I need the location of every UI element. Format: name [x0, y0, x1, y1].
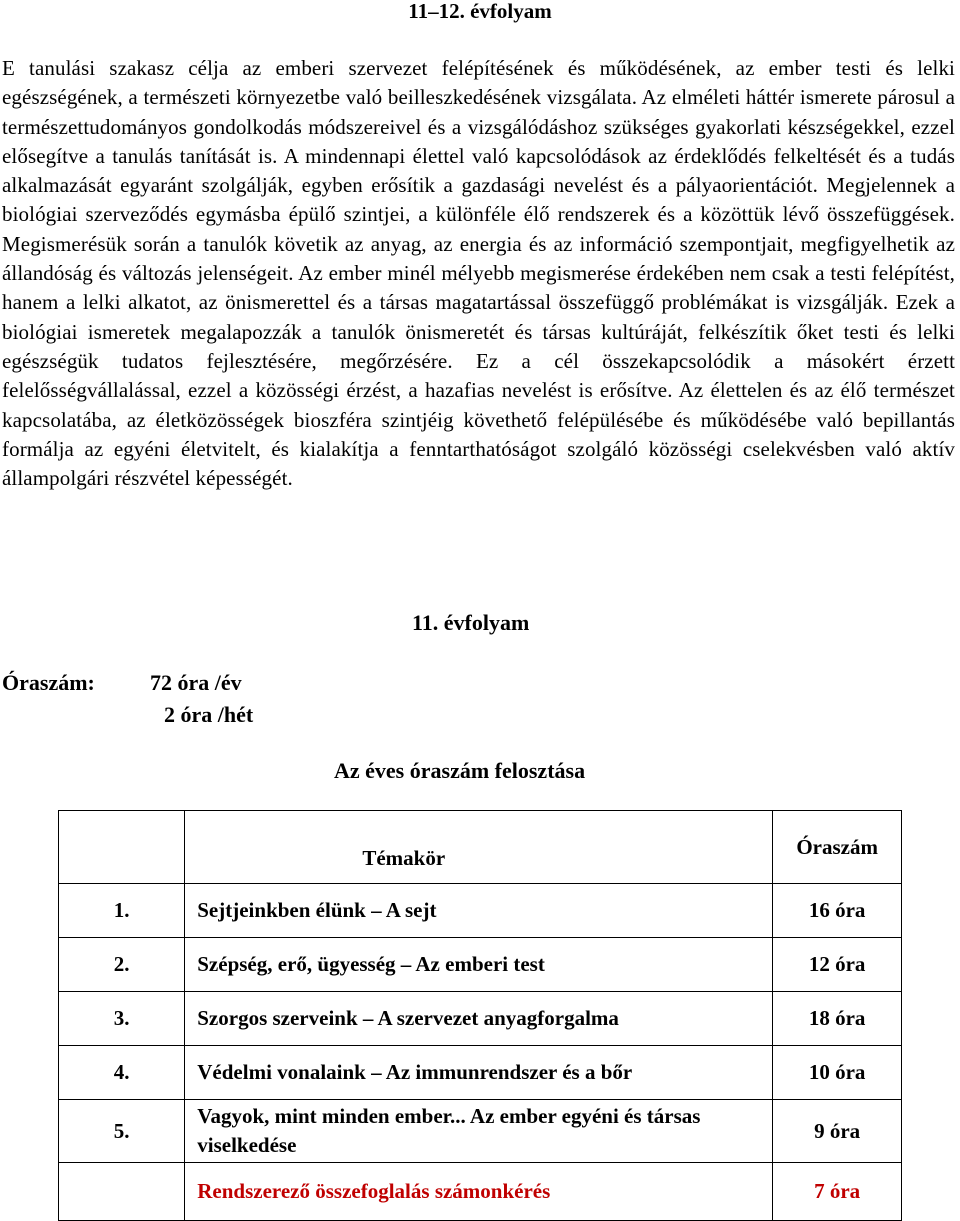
table-caption: Az éves óraszám felosztása — [334, 758, 586, 783]
row-number: 5. — [59, 1100, 185, 1163]
hours-per-week: 2 óra /hét — [164, 702, 254, 727]
row-topic: Szépség, erő, ügyesség – Az emberi test — [185, 938, 773, 992]
header-topic: Témakör — [362, 845, 446, 870]
table-row — [59, 992, 902, 1046]
row-hours: 18 óra — [773, 992, 902, 1046]
header-topic-cell — [185, 811, 773, 884]
table-row — [59, 938, 902, 992]
intro-paragraph: E tanulási szakasz célja az emberi szervezet felépítésének és működésének, az ember testi és lelki egészségének, a természeti környezetbe való beilleszkedésének vizsgálata. Az elméleti háttér ismerete párosul a természettudományos gondolkodás módszereivel és a vizsgálódáshoz szükséges gyakorlati készségekkel, ezzel elősegítve a tanulás tanítását is. A mindennapi élettel való kapcsolódások az érdeklődés felkeltését és a tudás alkalmazását egyaránt szolgálják, egyben erősítik a gazdasági nevelést és a pályaorientációt. Megjelennek a biológiai szerveződés egymásba épülő szintjei, a különféle élő rendszerek és a közöttük lévő összefüggések. Megismerésük során a tanulók követik az anyag, az energia és az információ szempontjait, megfigyelhetik az állandóság és változás jelenségeit. Az ember minél mélyebb megismerése érdekében nem csak a testi felépítést, hanem a lelki alkatot, az önismerettel és a társas magatartással összefüggő problémákat is vizsgálják. Ezek a biológiai ismeretek megalapozzák a tanulók önismeretét és társas kultúráját, felkészítik őket testi és lelki egészségük tudatos fejlesztésére, megőrzésére. Ez a cél összekapcsolódik a másokért érzett felelősségvállalással, ezzel a közösségi érzést, a hazafias nevelést is erősítve. Az élettelen és az élő természet kapcsolatába, az életközösségek bioszféra szintjéig követhető felépülésébe és működésébe való bepillantás formálja az egyéni életvitelt, és kialakítja a fenntarthatóságot szolgáló közösségi cselekvésben való aktív állampolgári részvétel képességét. — [2, 56, 955, 491]
row-number: 4. — [59, 1046, 185, 1100]
table-row — [59, 884, 902, 938]
summary-hours: 7 óra — [773, 1163, 902, 1221]
summary-row — [59, 1163, 902, 1221]
table-row — [59, 1100, 902, 1163]
row-topic: Vagyok, mint minden ember... Az ember egyéni és társas viselkedése — [185, 1100, 773, 1163]
row-hours: 12 óra — [773, 938, 902, 992]
table-header-row — [59, 811, 902, 884]
summary-topic: Rendszerező összefoglalás számonkérés — [185, 1163, 773, 1221]
hours-label: Óraszám: — [2, 670, 95, 695]
row-topic: Védelmi vonalaink – Az immunrendszer és a bőr — [185, 1046, 773, 1100]
row-topic: Szorgos szerveink – A szervezet anyagforgalma — [185, 992, 773, 1046]
hours-distribution-table — [58, 810, 902, 1221]
row-hours: 16 óra — [773, 884, 902, 938]
header-number-cell — [59, 811, 185, 884]
row-hours: 9 óra — [773, 1100, 902, 1163]
row-number: 1. — [59, 884, 185, 938]
row-number: 3. — [59, 992, 185, 1046]
row-number: 2. — [59, 938, 185, 992]
summary-number — [59, 1163, 185, 1221]
row-topic: Sejtjeinkben élünk – A sejt — [185, 884, 773, 938]
header-hours: Óraszám — [796, 834, 878, 859]
grade-title: 11. évfolyam — [412, 610, 530, 635]
page-heading: 11–12. évfolyam — [408, 0, 552, 23]
table-row — [59, 1046, 902, 1100]
hours-per-year: 72 óra /év — [150, 670, 242, 695]
row-hours: 10 óra — [773, 1046, 902, 1100]
header-hours-cell — [773, 811, 902, 884]
